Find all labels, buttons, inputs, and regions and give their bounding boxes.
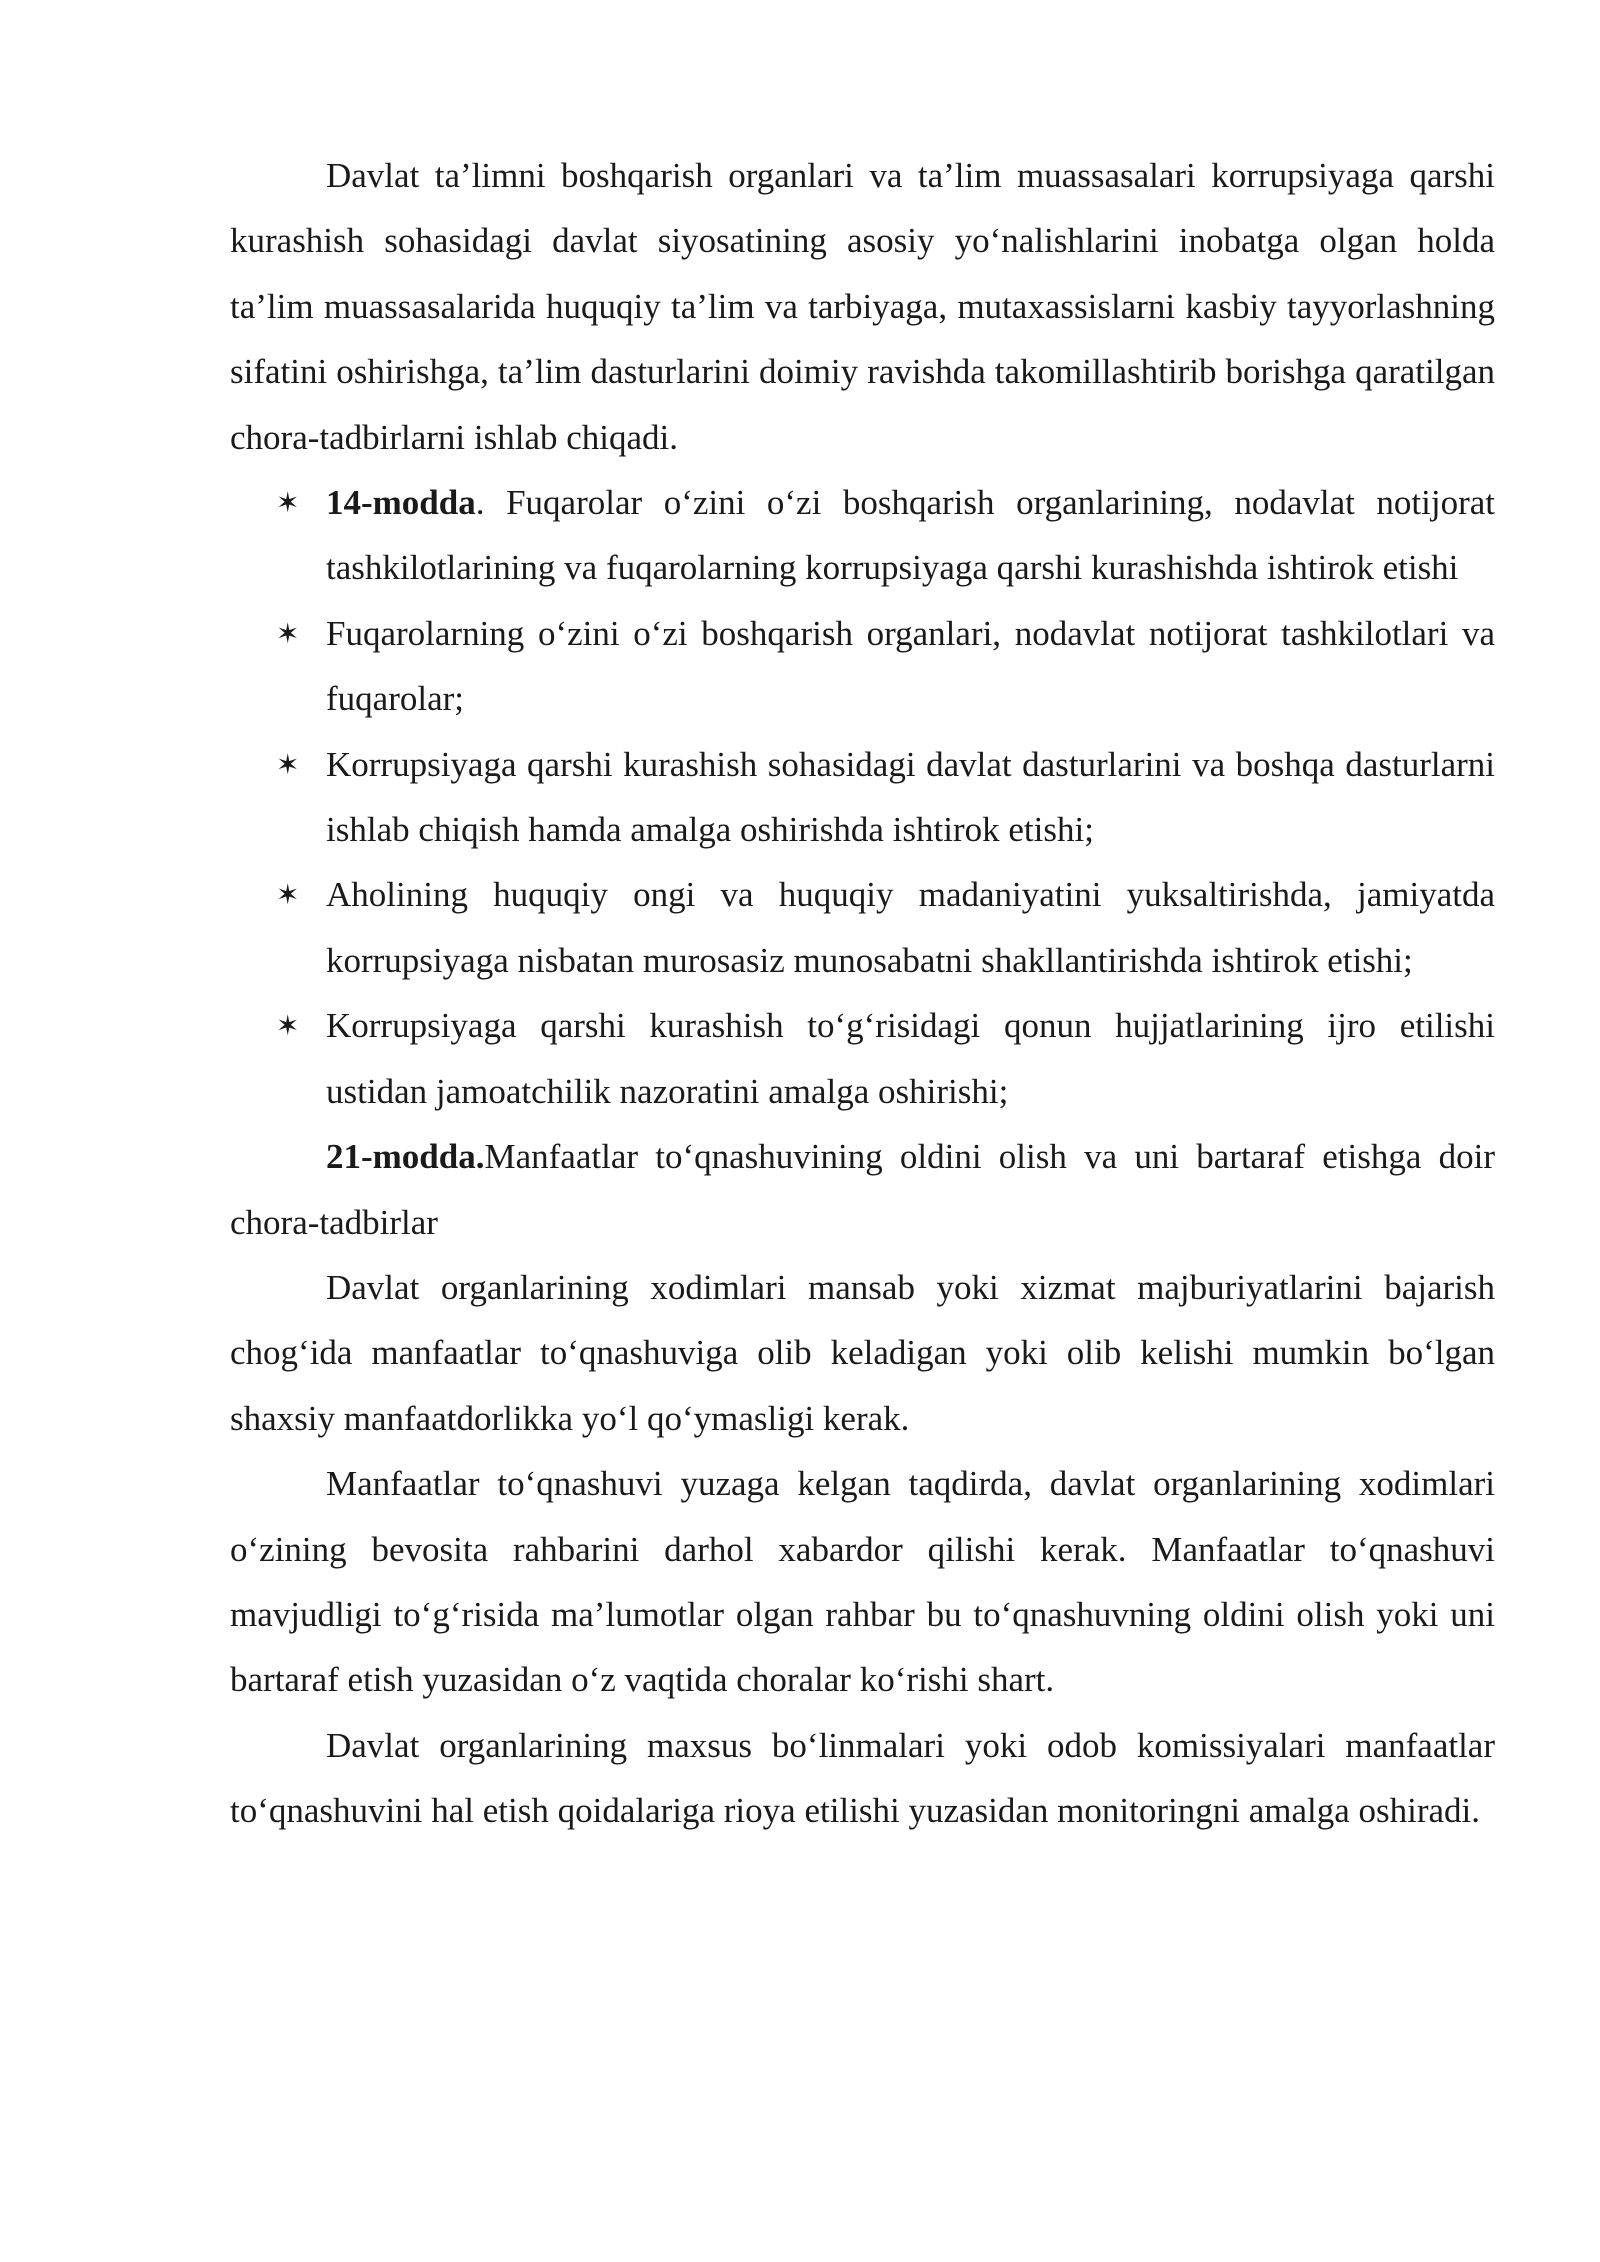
list-item-text: Korrupsiyaga qarshi kurashish to‘g‘risidagi qonun hujjatlarining ijro etilishi ustidan jamoatchilik nazoratini amalga oshirishi; — [326, 1006, 1495, 1111]
article-21-heading — [230, 1124, 1495, 1255]
paragraph-monitoring: Davlat organlarining maxsus bo‘linmalari yoki odob komissiyalari manfaatlar to‘qnashuvini hal etish qoidalariga rioya etilishi yuzasidan monitoringni amalga oshiradi. — [230, 1725, 1495, 1831]
star-bullet-icon: ✶ — [276, 486, 300, 520]
paragraph-education-bodies: Davlat ta’limni boshqarish organlari va ta’lim muassasalari korrupsiyaga qarshi kurashish sohasidagi davlat siyosatining asosiy yo‘nalishlarini inobatga olgan holda ta’lim muassasalarida huquqiy ta’lim va tarbiyaga, mutaxassislarni kasbiy tayyorlashning sifatini oshirishga, ta’lim dasturlarini doimiy ravishda takomillashtirib borishga qaratilgan chora-tadbirlarni ishlab chiqadi. — [230, 156, 1495, 457]
list-item — [230, 732, 1495, 863]
list-item-article-14 — [230, 470, 1495, 601]
article-14-list — [230, 470, 1495, 1124]
star-bullet-icon: ✶ — [276, 747, 300, 781]
list-item-text: Fuqarolarning o‘zini o‘zi boshqarish organlari, nodavlat notijorat tashkilotlari va fuqarolar; — [326, 613, 1495, 719]
star-bullet-icon: ✶ — [276, 1009, 300, 1043]
paragraph-personal-interest: Davlat organlarining xodimlari mansab yoki xizmat majburiyatlarini bajarish chog‘ida manfaatlar to‘qnashuviga olib keladigan yoki olib kelishi mumkin bo‘lgan shaxsiy manfaatdorlikka yo‘l qo‘ymasligi kerak. — [230, 1267, 1495, 1438]
document-page — [230, 143, 1495, 1844]
article-14-label: 14-modda — [326, 483, 476, 523]
paragraph-conflict-notification: Manfaatlar to‘qnashuvi yuzaga kelgan taqdirda, davlat organlarining xodimlari o‘zining bevosita rahbarini darhol xabardor qilishi kerak. Manfaatlar to‘qnashuvi mavjudligi to‘g‘risida ma’lumotlar olgan rahbar bu to‘qnashuvning oldini olish yoki uni bartaraf etish yuzasidan o‘z vaqtida choralar ko‘rishi shart. — [230, 1464, 1495, 1700]
list-item — [230, 601, 1495, 732]
star-bullet-icon: ✶ — [276, 616, 300, 650]
list-item-text: Aholining huquqiy ongi va huquqiy madaniyatini yuksaltirishda, jamiyatda korrupsiyaga nisbatan murosasiz munosabatni shakllantirishda ishtirok etishi; — [326, 875, 1495, 980]
list-item-text: Korrupsiyaga qarshi kurashish sohasidagi davlat dasturlarini va boshqa dasturlarni ishlab chiqish hamda amalga oshirishda ishtirok etishi; — [326, 744, 1495, 850]
list-item — [230, 862, 1495, 993]
article-14-title: . Fuqarolar o‘zini o‘zi boshqarish organlarining, nodavlat notijorat tashkilotlarining va fuqarolarning korrupsiyaga qarshi kurashishda ishtirok etishi — [326, 483, 1495, 588]
list-item — [230, 993, 1495, 1124]
star-bullet-icon: ✶ — [276, 878, 300, 912]
article-21-title: Manfaatlar to‘qnashuvining oldini olish va uni bartaraf etishga doir chora-tadbirlar — [230, 1137, 1495, 1242]
article-21-label: 21-modda. — [326, 1137, 485, 1177]
